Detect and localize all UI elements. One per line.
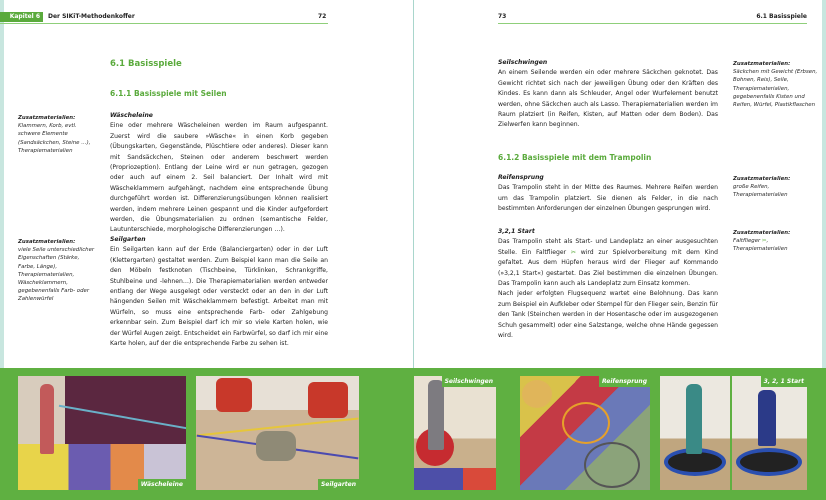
photo-caption: 3, 2, 1 Start: [761, 376, 807, 387]
photo-caption: Seilschwingen: [442, 376, 496, 387]
child-figure: [428, 380, 444, 450]
hoop-shape: [584, 442, 640, 488]
margin-note-seilgarten: [18, 238, 98, 304]
running-title: Der SIKiT-Methodenkoffer: [48, 13, 135, 20]
subsection-heading-trampolin: 6.1.2 Basisspiele mit dem Trampolin: [498, 153, 652, 162]
page-number-left: 72: [318, 13, 327, 20]
entry-text: Das Trampolin steht in der Mitte des Raumes. Mehrere Reifen werden um das Trampolin platziert. Sie dienen als Felder, in die nach bestimmten Anforderungen der einzelnen Übungen gesprungen wird.: [498, 184, 718, 213]
child-figure: [758, 390, 776, 446]
hoop-shape: [562, 402, 610, 444]
margin-note-text-part2: , Therapiematerialien: [733, 238, 788, 253]
entry-text: Ein Seilgarten kann auf der Erde (Balanciergarten) oder in der Luft (Klettergarten) gestaltet werden. Zum Beispiel kann man die Seile an den Möbeln festknoten (Tischbeine, Türklinken, Schrankgriffe, Stuhlbeine und -lehnen…). Die Therapiematerialien werden entweder entlang der Wege ausgelegt oder versteckt oder an den in der Luft hängenden Seilen mit Wäscheklammern befestigt. Arbeitet man mit Würfeln, so muss eine entsprechende Farb- oder Zahlgebung erkennbar sein. Zum Beispiel darf ich mir so viele Karten holen, wie der Würfel Augen zeigt. Entscheidet ein Farbwürfel, so darf ich mir eine Karte holen, auf der die entsprechende Farbe zu sehen ist.: [110, 246, 328, 348]
margin-note-title: Zusatzmaterialien:: [733, 176, 791, 182]
chapter-badge: Kapitel 6: [0, 12, 43, 22]
margin-note-text: Säckchen mit Gewicht (Erbsen, Bohnen, Reis), Seile, Therapiematerialien, gegebenenfalls Kisten und Reifen, Würfel, Plastikflaschen: [733, 69, 818, 109]
entry-title: 3,2,1 Start: [498, 228, 535, 235]
entry-text: An einem Seilende werden ein oder mehrere Säckchen geknotet. Das Gewicht richtet sich nach der jeweiligen Übung oder den Kräften des Kindes. Es kann dann als Schleuder, Angel oder Wurfelement benutzt werden, ohne Säckchen auch als Lasso. Therapiematerialien werden im Raum platziert (in Reifen, Kisten, auf Matten oder dem Boden). Das Zielwerfen kann beginnen.: [498, 69, 718, 129]
entry-title: Seilgarten: [110, 236, 146, 243]
margin-note-reifensprung: [733, 175, 821, 200]
entry-title: Seilschwingen: [498, 59, 548, 66]
margin-note-text-part1: Faltflieger: [733, 238, 761, 245]
margin-note-title: Zusatzmaterialien:: [733, 61, 791, 67]
margin-note-321-start: [733, 229, 821, 254]
section-heading: 6.1 Basisspiele: [110, 59, 182, 69]
entry-text: Eine oder mehrere Wäscheleinen werden im Raum aufgespannt. Zuerst wird die saubere »Wäsche« in einen Korb gegeben (Übungskarten, Gegenstände, Plüschtiere oder anderes). Dieser kann mit Sandsäckchen, Steinen oder anderem beschwert werden (Propriozeption). Entlang der Leine wird er nun getragen, gezogen oder auch auf einem 2. Seil balanciert. Der Inhalt wird mit Wäscheklammern aufgehängt, nachdem eine entsprechende Übung durchgeführt worden ist. Differenzierungsübungen können realisiert werden, indem mehrere Leinen gespannt und die Kinder aufgefordert werden, die Übungsmaterialien zu ordnen (semantische Felder, Lautunterschiede, morphologische Differenzierungen …).: [110, 122, 328, 234]
photo-reifensprung: [520, 376, 650, 490]
chair-shape: [216, 378, 252, 412]
margin-note-title: Zusatzmaterialien:: [18, 115, 76, 121]
entry-321-start: [498, 227, 718, 341]
page-number-right: 73: [498, 13, 507, 20]
entry-reifensprung: [498, 173, 718, 215]
margin-note-text: große Reifen, Therapiematerialien: [733, 184, 788, 199]
photo-strip: [0, 368, 826, 500]
entry-waescheleine: [110, 111, 328, 236]
trampoline-shape: [736, 448, 802, 476]
child-figure: [256, 431, 296, 461]
entry-seilgarten: [110, 235, 328, 349]
scissors-icon: ✂: [570, 248, 576, 256]
margin-note-waescheleine: [18, 114, 98, 155]
entry-title: Wäscheleine: [110, 112, 153, 119]
margin-note-text: Klammern, Korb, evtl. schwere Elemente (Sandsäckchen, Steine …), Therapiematerialien: [18, 123, 91, 154]
child-figure: [40, 384, 54, 454]
margin-note-seilschwingen: [733, 60, 821, 109]
photo-caption: Wäscheleine: [138, 479, 186, 490]
chair-shape: [308, 382, 348, 418]
photo-trampolin-1: [660, 376, 730, 490]
scissors-icon: ✂: [762, 238, 767, 245]
entry-text-part2: wird zur Spielvorbereitung mit dem Kind gefaltet. Aus dem Hüpfen heraus wird der Flieger auf Kommando (»3,2,1 Start«) gestartet. Das Ziel bestimmen die einzelnen Übungen. Das Trampolin kann auch als Landeplatz zum Einsatz kommen.: [498, 248, 718, 288]
photo-seilgarten: [196, 376, 359, 490]
running-section: 6.1 Basisspiele: [756, 13, 807, 20]
photo-trampolin-2: [732, 376, 807, 490]
photo-seilschwingen: [414, 376, 496, 490]
right-page-header: [498, 12, 807, 24]
entry-text-part1: Das Trampolin steht als Start- und Landeplatz an einer ausgesuchten Stelle. Ein Faltflieger: [498, 238, 718, 256]
margin-note-text: viele Seile unterschiedlicher Eigenschaften (Stärke, Farbe, Länge), Therapiematerialien, Wäscheklammern, gegebenenfalls Farb- oder Zahlenwürfel: [18, 247, 95, 303]
left-page-header: [0, 12, 328, 24]
photo-caption: Seilgarten: [318, 479, 359, 490]
child-figure: [686, 384, 702, 454]
photo-waescheleine: [18, 376, 186, 490]
entry-text-para2: Nach jeder erfolgten Flugsequenz wartet eine Belohnung. Das kann zum Beispiel ein Aufkleber oder Stempel für den Flieger sein, Benzin für den Tank (Steinchen werden in der Hosentasche oder im ausgezogenen Schuh gesammelt) oder eine Salzstange, welche ohne Hände gegessen wird.: [498, 290, 719, 340]
margin-note-title: Zusatzmaterialien:: [18, 239, 76, 245]
entry-title: Reifensprung: [498, 174, 544, 181]
mat-shape: [414, 468, 496, 490]
entry-seilschwingen: [498, 58, 718, 131]
rope-line: [59, 405, 186, 430]
margin-note-title: Zusatzmaterialien:: [733, 230, 791, 236]
photo-caption: Reifensprung: [599, 376, 650, 387]
child-head: [522, 380, 552, 408]
subsection-heading-seile: 6.1.1 Basisspiele mit Seilen: [110, 89, 227, 98]
